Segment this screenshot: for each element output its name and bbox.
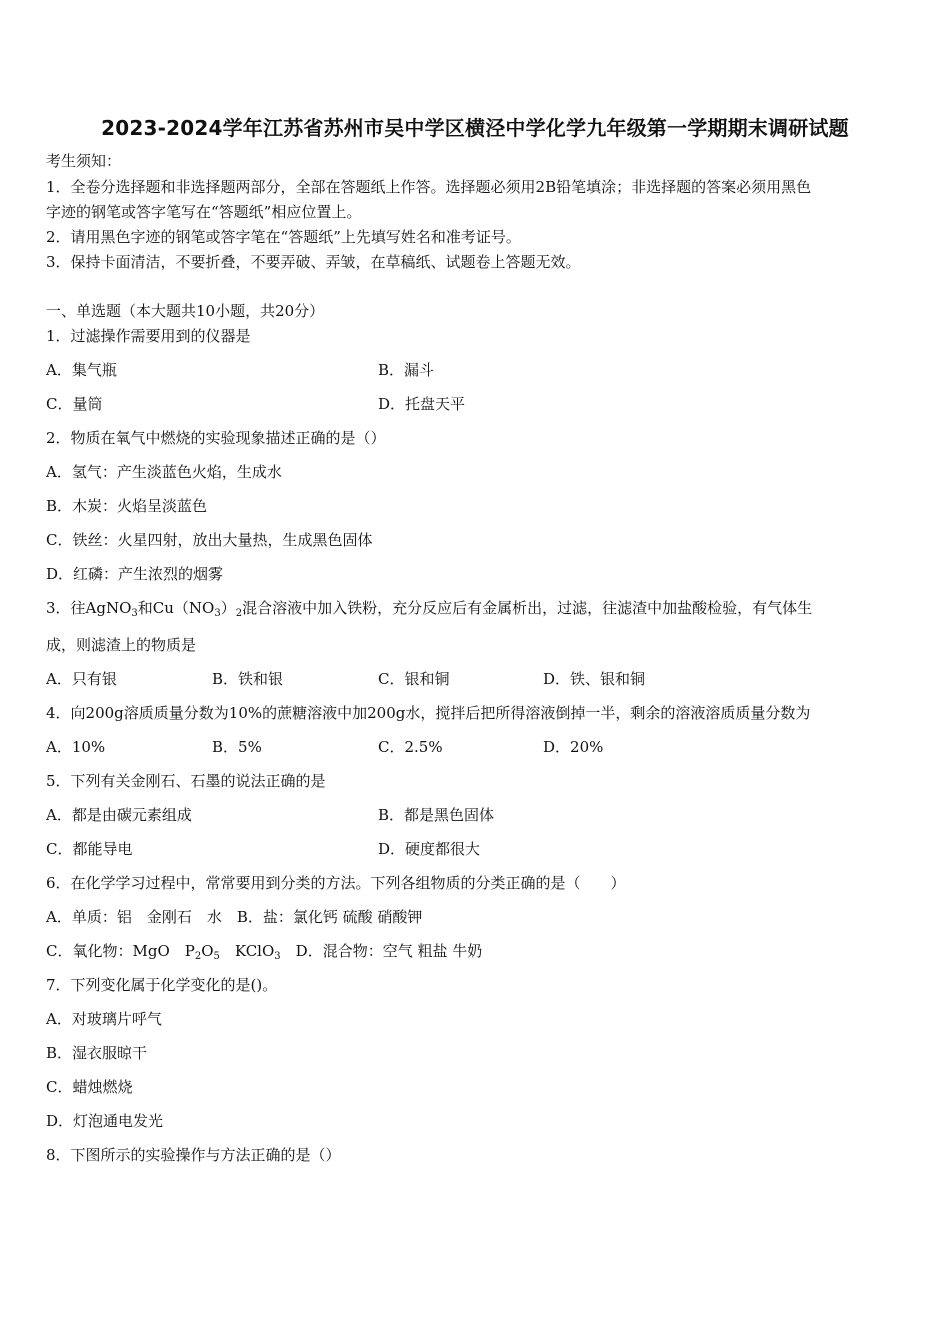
notice-item-3: 3．保持卡面清洁，不要折叠，不要弄破、弄皱，在草稿纸、试题卷上答题无效。	[46, 253, 581, 271]
notice-item-1-line-1: 1．全卷分选择题和非选择题两部分，全部在答题纸上作答。选择题必须用2B铅笔填涂；非选择题的答案必须用黑色	[46, 178, 812, 196]
notice-item-1-line-2: 字迹的钢笔或答字笔写在“答题纸”相应位置上。	[46, 203, 362, 221]
question-1-stem: 1．过滤操作需要用到的仪器是	[46, 327, 251, 345]
question-6-option-c-part-3: KClO	[219, 942, 275, 960]
question-6-stem: 6．在化学学习过程中，常常要用到分类的方法。下列各组物质的分类正确的是（ ）	[46, 874, 626, 892]
question-3-option-b: B．铁和银	[212, 670, 284, 688]
question-7-option-c: C．蜡烛燃烧	[46, 1078, 133, 1096]
question-4-option-a: A．10%	[46, 738, 106, 756]
question-5-option-a: A．都是由碳元素组成	[46, 806, 192, 824]
question-3-stem-line-2: 成，则滤渣上的物质是	[46, 636, 197, 654]
question-5-stem: 5．下列有关金刚石、石墨的说法正确的是	[46, 772, 326, 790]
question-2-option-a: A．氢气：产生淡蓝色火焰，生成水	[46, 463, 282, 481]
question-1-option-a: A．集气瓶	[46, 361, 117, 379]
question-3-stem-part-2: 和Cu（NO	[137, 599, 215, 617]
question-3-subscript-2: 3	[214, 608, 221, 619]
question-6-options-cd	[46, 941, 482, 967]
question-3-option-c: C．银和铜	[378, 670, 450, 688]
question-3-stem-part-3: ）	[220, 599, 236, 617]
question-8-stem: 8．下图所示的实验操作与方法正确的是（）	[46, 1146, 341, 1164]
question-4-option-c: C．2.5%	[378, 738, 443, 756]
question-6-option-c-part-1: C．氧化物：MgO P	[46, 942, 195, 960]
question-4-stem: 4．向200g溶质质量分数为10%的蔗糖溶液中加200g水，搅拌后把所得溶液倒掉一半，剩余的溶液溶质质量分数为	[46, 704, 811, 722]
question-3-option-d: D．铁、银和铜	[543, 670, 646, 688]
question-2-option-b: B．木炭：火焰呈淡蓝色	[46, 497, 208, 515]
notice-item-2: 2．请用黑色字迹的钢笔或答字笔在“答题纸”上先填写姓名和准考证号。	[46, 228, 521, 246]
notice-heading: 考生须知：	[46, 152, 122, 170]
question-6-options-ab: A．单质：铝 金刚石 水 B．盐：氯化钙 硫酸 硝酸钾	[46, 908, 423, 926]
section-heading: 一、单选题（本大题共10小题，共20分）	[46, 302, 325, 320]
question-5-option-b: B．都是黑色固体	[378, 806, 495, 824]
question-3-subscript-3: 2	[235, 608, 243, 619]
question-3-stem	[46, 598, 812, 624]
question-7-option-d: D．灯泡通电发光	[46, 1112, 164, 1130]
question-5-option-d: D．硬度都很大	[378, 840, 481, 858]
question-2-option-d: D．红磷：产生浓烈的烟雾	[46, 565, 224, 583]
question-2-stem: 2．物质在氧气中燃烧的实验现象描述正确的是（）	[46, 429, 386, 447]
question-7-option-a: A．对玻璃片呼气	[46, 1010, 162, 1028]
question-6-subscript-3: 3	[274, 951, 281, 962]
question-1-option-b: B．漏斗	[378, 361, 435, 379]
question-7-option-b: B．湿衣服晾干	[46, 1044, 148, 1062]
question-6-option-d: D．混合物：空气 粗盐 牛奶	[280, 942, 483, 960]
question-7-stem: 7．下列变化属于化学变化的是()。	[46, 976, 278, 994]
question-3-stem-part-4: 混合溶液中加入铁粉，充分反应后有金属析出，过滤，往滤渣中加盐酸检验，有气体生	[242, 599, 813, 617]
question-4-option-b: B．5%	[212, 738, 262, 756]
question-6-option-c-part-2: O	[201, 942, 214, 960]
question-4-option-d: D．20%	[543, 738, 604, 756]
question-1-option-d: D．托盘天平	[378, 395, 466, 413]
page-title: 2023-2024学年江苏省苏州市吴中学区横泾中学化学九年级第一学期期末调研试题	[101, 116, 849, 140]
question-6-subscript-2: 5	[213, 951, 220, 962]
question-3-subscript-1: 3	[131, 608, 138, 619]
question-6-subscript-1: 2	[194, 951, 202, 962]
question-1-option-c: C．量筒	[46, 395, 103, 413]
question-5-option-c: C．都能导电	[46, 840, 133, 858]
question-3-stem-part-1: 3．往AgNO	[46, 599, 132, 617]
question-3-option-a: A．只有银	[46, 670, 117, 688]
question-2-option-c: C．铁丝：火星四射，放出大量热，生成黑色固体	[46, 531, 373, 549]
